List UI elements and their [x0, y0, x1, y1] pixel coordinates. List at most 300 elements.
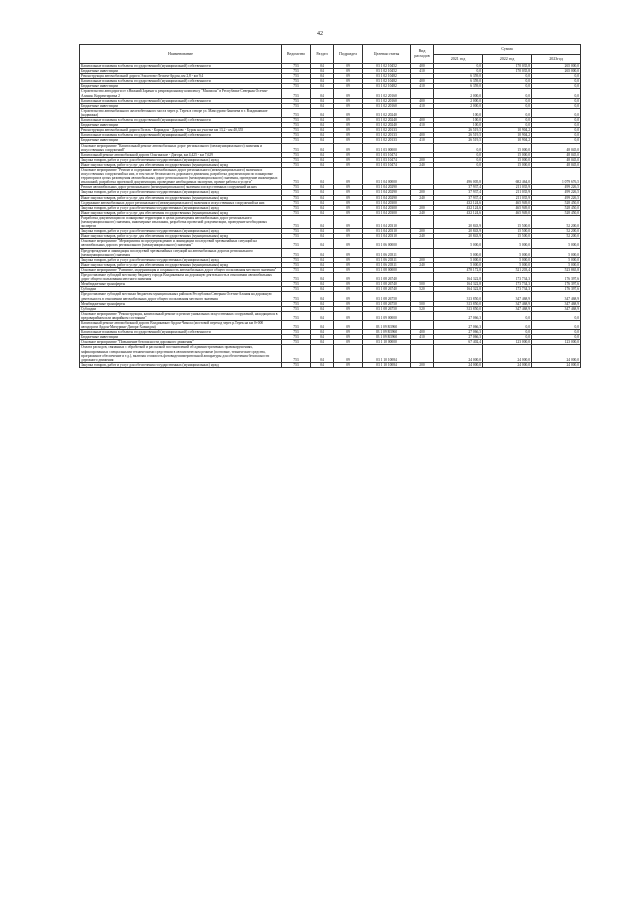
row-sum-2023: 48 045,0: [532, 162, 581, 167]
row-sum-2023: 265 000,0: [532, 64, 581, 69]
row-vid-rashodov: [411, 311, 434, 320]
row-sum-2022: 0,0: [483, 98, 532, 103]
row-sum-2021: 26 519,5: [434, 133, 483, 138]
row-tselevaya-statya: 03 1 03 10474: [363, 157, 411, 162]
row-razdel: 04: [311, 167, 334, 184]
row-tselevaya-statya: 03 1 02 20133: [363, 138, 411, 143]
row-podrazdel: 09: [334, 229, 363, 234]
row-sum-2021: 5 000,0: [434, 262, 483, 267]
row-sum-2022: 211 035,9: [483, 190, 532, 195]
row-sum-2021: 100,0: [434, 123, 483, 128]
header-year-2023: 2023год: [532, 55, 581, 64]
row-sum-2022: 0,0: [483, 84, 532, 89]
row-sum-2023: 24 000,0: [532, 345, 581, 362]
row-razdel: 04: [311, 306, 334, 311]
row-vedomstvo: 753: [282, 311, 311, 320]
row-tselevaya-statya: 03 1 06 20311: [363, 257, 411, 262]
table-body: [80, 64, 581, 368]
row-sum-2022: 0,0: [483, 311, 532, 320]
row-podrazdel: 09: [334, 362, 363, 367]
row-sum-2022: 0,0: [483, 320, 532, 329]
table-row: [80, 311, 581, 320]
row-name: Ремонт автомобильных дорог регионального (межмуниципального) значения и искусственных сооружений на них: [80, 185, 282, 190]
row-sum-2023: 5 000,0: [532, 262, 581, 267]
row-razdel: 04: [311, 267, 334, 272]
row-vedomstvo: 753: [282, 229, 311, 234]
row-sum-2021: 24 000,0: [434, 345, 483, 362]
row-vedomstvo: 753: [282, 262, 311, 267]
row-vedomstvo: 753: [282, 301, 311, 306]
row-vid-rashodov: 410: [411, 103, 434, 108]
table-row: [80, 239, 581, 248]
row-sum-2021: 24 000,0: [434, 362, 483, 367]
row-sum-2022: 211 035,9: [483, 195, 532, 200]
row-vid-rashodov: [411, 89, 434, 98]
row-tselevaya-statya: 03 1 02 20133: [363, 128, 411, 133]
row-tselevaya-statya: 03 1 04 20290: [363, 190, 411, 195]
row-razdel: 04: [311, 152, 334, 157]
row-tselevaya-statya: 03 1 02 10452: [363, 69, 411, 74]
row-sum-2023: 0,0: [532, 311, 581, 320]
row-sum-2021: 0,0: [434, 143, 483, 152]
row-razdel: 04: [311, 215, 334, 228]
row-razdel: 04: [311, 301, 334, 306]
row-sum-2022: 0,0: [483, 108, 532, 117]
row-sum-2023: 0,0: [532, 123, 581, 128]
row-podrazdel: 09: [334, 162, 363, 167]
row-tselevaya-statya: 03 1 04 20310: [363, 234, 411, 239]
row-vedomstvo: 753: [282, 89, 311, 98]
row-tselevaya-statya: 03 1 08 26750: [363, 292, 411, 301]
row-name: Предоставление субсидий местному бюджету города Владикавказа на дорожную деятельность в отношении автомобильных дорог общего пользования местного значения: [80, 273, 282, 282]
row-razdel: 04: [311, 205, 334, 210]
row-vid-rashodov: 200: [411, 157, 434, 162]
row-razdel: 04: [311, 128, 334, 133]
row-podrazdel: 09: [334, 128, 363, 133]
row-sum-2023: 52 200,0: [532, 229, 581, 234]
row-vedomstvo: 753: [282, 108, 311, 117]
table-row: [80, 320, 581, 329]
row-razdel: 04: [311, 292, 334, 301]
row-sum-2023: 0,0: [532, 138, 581, 143]
row-sum-2023: 0,0: [532, 335, 581, 340]
row-vid-rashodov: 400: [411, 64, 434, 69]
row-sum-2023: 499 226,5: [532, 190, 581, 195]
row-vedomstvo: 753: [282, 362, 311, 367]
row-sum-2023: 52 200,0: [532, 215, 581, 228]
row-name: Разработка документации по планировке территории в целях размещения автомобильных дорог регионального (межмуниципального) значения, инженерные изыскания, разработка проектной документации, проведение необходимых экспертиз: [80, 215, 282, 228]
row-sum-2022: 0,0: [483, 74, 532, 79]
table-row: [80, 143, 581, 152]
row-podrazdel: 09: [334, 79, 363, 84]
table-row: [80, 345, 581, 362]
row-vedomstvo: 753: [282, 205, 311, 210]
row-sum-2021: 432 124,6: [434, 200, 483, 205]
row-sum-2021: 496 005,8: [434, 167, 483, 184]
row-name: Субсидии: [80, 287, 282, 292]
row-razdel: 04: [311, 64, 334, 69]
row-sum-2023: 0,0: [532, 103, 581, 108]
row-vid-rashodov: 400: [411, 133, 434, 138]
row-vedomstvo: 753: [282, 103, 311, 108]
row-sum-2022: 10 904,2: [483, 138, 532, 143]
row-razdel: 04: [311, 320, 334, 329]
row-sum-2023: 5 000,0: [532, 248, 581, 257]
row-name: Предоставление субсидий местным бюджетам муниципальных районов Республики Северная Осетия-Алания на дорожную деятельность в отношении автомобильных дорог общего пользования местного значения: [80, 292, 282, 301]
header-summa: Сумма: [434, 45, 581, 55]
row-vid-rashodov: [411, 215, 434, 228]
row-sum-2021: 37 937,4: [434, 190, 483, 195]
row-sum-2023: 528 450,0: [532, 210, 581, 215]
row-vedomstvo: 753: [282, 128, 311, 133]
row-sum-2022: 5 000,0: [483, 257, 532, 262]
row-tselevaya-statya: 03 1 09 R3960: [363, 320, 411, 329]
row-vid-rashodov: 240: [411, 234, 434, 239]
row-vid-rashodov: 400: [411, 118, 434, 123]
row-razdel: 04: [311, 162, 334, 167]
row-tselevaya-statya: 03 1 08 00000: [363, 267, 411, 272]
row-vedomstvo: 753: [282, 340, 311, 345]
row-razdel: 04: [311, 69, 334, 74]
row-podrazdel: 09: [334, 103, 363, 108]
row-tselevaya-statya: 03 1 02 10452: [363, 64, 411, 69]
row-sum-2023: 48 045,0: [532, 143, 581, 152]
row-vedomstvo: 753: [282, 234, 311, 239]
row-name: Капитальные вложения в объекты государственной (муниципальной) собственности: [80, 118, 282, 123]
row-vedomstvo: 753: [282, 345, 311, 362]
row-name: Капитальные вложения в объекты государственной (муниципальной) собственности: [80, 133, 282, 138]
row-sum-2023: 24 000,0: [532, 362, 581, 367]
row-sum-2022: 10 904,2: [483, 128, 532, 133]
row-tselevaya-statya: 03 1 06 20311: [363, 248, 411, 257]
row-razdel: 04: [311, 195, 334, 200]
row-sum-2023: 499 226,5: [532, 185, 581, 190]
row-sum-2023: 0,0: [532, 79, 581, 84]
row-sum-2022: 465 949,0: [483, 205, 532, 210]
row-tselevaya-statya: 03 1 04 20300: [363, 200, 411, 205]
row-razdel: 04: [311, 79, 334, 84]
row-vedomstvo: 753: [282, 306, 311, 311]
row-sum-2021: 2 000,0: [434, 98, 483, 103]
row-vid-rashodov: [411, 167, 434, 184]
row-name: Бюджетные инвестиции: [80, 84, 282, 89]
table-row: [80, 215, 581, 228]
page-number: 42: [317, 31, 323, 37]
row-sum-2023: 347 468,9: [532, 301, 581, 306]
row-vid-rashodov: [411, 292, 434, 301]
row-name: Закупка товаров, работ и услуг для обеспечения государственных (муниципальных) нужд: [80, 229, 282, 234]
row-sum-2022: 5 000,0: [483, 248, 532, 257]
row-sum-2021: 27 066,3: [434, 320, 483, 329]
table-row: [80, 167, 581, 184]
row-podrazdel: 09: [334, 98, 363, 103]
row-vedomstvo: 753: [282, 320, 311, 329]
row-name: Закупка товаров, работ и услуг для обеспечения государственных (муниципальных) нужд: [80, 362, 282, 367]
row-razdel: 04: [311, 335, 334, 340]
row-tselevaya-statya: 03 1 08 26750: [363, 301, 411, 306]
row-name: Иные закупки товаров, работ и услуг для обеспечения государственных (муниципальных) нужд: [80, 210, 282, 215]
row-vid-rashodov: 400: [411, 79, 434, 84]
row-sum-2022: 15 500,0: [483, 229, 532, 234]
row-tselevaya-statya: 03 1 04 20310: [363, 215, 411, 228]
row-vedomstvo: 753: [282, 157, 311, 162]
row-sum-2021: 0,0: [434, 162, 483, 167]
row-tselevaya-statya: 03 1 06 20311: [363, 262, 411, 267]
row-sum-2023: 123 000,0: [532, 340, 581, 345]
row-vedomstvo: 753: [282, 200, 311, 205]
row-vid-rashodov: 410: [411, 335, 434, 340]
row-vid-rashodov: 520: [411, 287, 434, 292]
row-vedomstvo: 753: [282, 167, 311, 184]
row-vedomstvo: 753: [282, 239, 311, 248]
row-sum-2021: 432 124,6: [434, 205, 483, 210]
row-name: Межбюджетные трансферты: [80, 282, 282, 287]
row-sum-2022: 347 468,9: [483, 292, 532, 301]
row-sum-2021: 20 843,9: [434, 234, 483, 239]
row-name: Основное мероприятие "Повышение безопасности дорожного движения": [80, 340, 282, 345]
row-sum-2022: 24 000,0: [483, 362, 532, 367]
row-podrazdel: 09: [334, 157, 363, 162]
row-tselevaya-statya: 03 1 02 20160: [363, 103, 411, 108]
row-sum-2023: 0,0: [532, 98, 581, 103]
row-razdel: 04: [311, 190, 334, 195]
row-sum-2023: 0,0: [532, 330, 581, 335]
row-sum-2022: 682 464,0: [483, 167, 532, 184]
row-sum-2023: 347 468,9: [532, 306, 581, 311]
row-sum-2021: 27 066,3: [434, 330, 483, 335]
row-razdel: 04: [311, 248, 334, 257]
row-sum-2023: 0,0: [532, 89, 581, 98]
row-tselevaya-statya: 03 1 06 00000: [363, 239, 411, 248]
row-vedomstvo: 753: [282, 84, 311, 89]
row-sum-2021: 100,0: [434, 118, 483, 123]
header-tselevaya-statya: Целевая статья: [363, 45, 411, 64]
row-sum-2022: 0,0: [483, 103, 532, 108]
row-vid-rashodov: [411, 239, 434, 248]
row-razdel: 04: [311, 143, 334, 152]
row-sum-2023: 48 045,0: [532, 152, 581, 157]
row-sum-2023: 5 000,0: [532, 239, 581, 248]
row-vedomstvo: 753: [282, 74, 311, 79]
row-podrazdel: 09: [334, 69, 363, 74]
row-vedomstvo: 753: [282, 133, 311, 138]
row-razdel: 04: [311, 138, 334, 143]
row-name: Иные закупки товаров, работ и услуг для обеспечения государственных (муниципальных) нужд: [80, 262, 282, 267]
row-vid-rashodov: 200: [411, 362, 434, 367]
row-vid-rashodov: [411, 345, 434, 362]
row-vid-rashodov: 410: [411, 138, 434, 143]
row-name: Субсидии: [80, 306, 282, 311]
row-sum-2023: 523 865,8: [532, 267, 581, 272]
row-vid-rashodov: [411, 273, 434, 282]
row-sum-2021: 0,0: [434, 69, 483, 74]
row-name: Бюджетные инвестиции: [80, 123, 282, 128]
row-razdel: 04: [311, 239, 334, 248]
row-sum-2022: 211 035,9: [483, 185, 532, 190]
row-sum-2021: 478 172,8: [434, 267, 483, 272]
row-sum-2023: 0,0: [532, 320, 581, 329]
row-razdel: 04: [311, 234, 334, 239]
row-vedomstvo: 753: [282, 195, 311, 200]
table-row: [80, 362, 581, 367]
row-razdel: 04: [311, 273, 334, 282]
row-sum-2022: 0,0: [483, 118, 532, 123]
row-name: Закупка товаров, работ и услуг для обеспечения государственных (муниципальных) нужд: [80, 257, 282, 262]
row-name: Закупка товаров, работ и услуг для обеспечения государственных (муниципальных) нужд: [80, 157, 282, 162]
row-vedomstvo: 753: [282, 123, 311, 128]
row-razdel: 04: [311, 362, 334, 367]
row-vedomstvo: 753: [282, 162, 311, 167]
row-podrazdel: 09: [334, 210, 363, 215]
row-sum-2023: 499 226,5: [532, 195, 581, 200]
row-vid-rashodov: 240: [411, 262, 434, 267]
table-row: [80, 108, 581, 117]
row-tselevaya-statya: 03 1 03 10474: [363, 152, 411, 157]
row-name: Капитальные вложения в объекты государственной (муниципальной) собственности: [80, 98, 282, 103]
row-name: Оплата расходов, связанных с обработкой и рассылкой постановлений об административных правонарушениях, зафиксированных специальными техническими средствами в автоматическом режиме (почтовые, технические средства, программное обеспечение и т.д.), включая стоимость фотовидеоизмерительной аппаратуры для обеспечения безопасности дорожного движения: [80, 345, 282, 362]
row-sum-2021: 164 322,8: [434, 287, 483, 292]
row-sum-2022: 170 035,8: [483, 69, 532, 74]
row-podrazdel: 09: [334, 257, 363, 262]
row-name: Строительство автомобильного железобетонного моста через р. Терек в створе ул. Мамсурова-Зангиева в г. Владикавказе (надвижка): [80, 108, 282, 117]
row-sum-2021: 6 359,0: [434, 79, 483, 84]
row-tselevaya-statya: 03 1 08 26740: [363, 282, 411, 287]
row-sum-2023: 176 397,6: [532, 273, 581, 282]
row-razdel: 04: [311, 123, 334, 128]
row-name: Основное мероприятие "Ремонт и содержание автомобильных дорог регионального (межмуниципального) значения и искусственных сооружений на них, в том числе безопасность дорожного движения, разработка документации по планировке территории в целях размещения автомобильных дорог регионального (межмуниципального) значения, проведение инженерных изысканий, разработка проектной документации, проведение необходимых экспертиз, прочие работы и услуги": [80, 167, 282, 184]
row-sum-2022: 465 949,0: [483, 200, 532, 205]
row-vedomstvo: 753: [282, 287, 311, 292]
row-tselevaya-statya: 03 1 10 00000: [363, 340, 411, 345]
row-tselevaya-statya: 03 1 04 20300: [363, 210, 411, 215]
row-tselevaya-statya: 03 1 04 20300: [363, 205, 411, 210]
row-razdel: 04: [311, 185, 334, 190]
row-podrazdel: 09: [334, 143, 363, 152]
row-vedomstvo: 753: [282, 282, 311, 287]
row-name: Закупка товаров, работ и услуг для обеспечения государственных (муниципальных) нужд: [80, 205, 282, 210]
row-vid-rashodov: 200: [411, 190, 434, 195]
row-podrazdel: 09: [334, 190, 363, 195]
row-sum-2021: 313 850,0: [434, 301, 483, 306]
row-sum-2021: 27 066,3: [434, 335, 483, 340]
row-vedomstvo: 753: [282, 64, 311, 69]
row-podrazdel: 09: [334, 335, 363, 340]
header-razdel: Раздел: [311, 45, 334, 64]
row-sum-2021: 0,0: [434, 152, 483, 157]
row-podrazdel: 09: [334, 108, 363, 117]
header-year-2021: 2021 год: [434, 55, 483, 64]
row-vid-rashodov: [411, 248, 434, 257]
row-sum-2022: 0,0: [483, 330, 532, 335]
row-sum-2023: 0,0: [532, 74, 581, 79]
row-sum-2023: 528 450,0: [532, 200, 581, 205]
row-sum-2021: 313 850,0: [434, 292, 483, 301]
row-podrazdel: 09: [334, 195, 363, 200]
row-tselevaya-statya: 03 1 02 20240: [363, 123, 411, 128]
row-name: Бюджетные инвестиции: [80, 138, 282, 143]
row-razdel: 04: [311, 200, 334, 205]
row-vedomstvo: 753: [282, 292, 311, 301]
row-name: Основное мероприятие "Развитие, модернизация и сохранность автомобильных дорог общего пользования местного значения": [80, 267, 282, 272]
row-sum-2021: 27 066,3: [434, 311, 483, 320]
row-razdel: 04: [311, 84, 334, 89]
row-vid-rashodov: 200: [411, 205, 434, 210]
row-podrazdel: 09: [334, 74, 363, 79]
row-podrazdel: 09: [334, 152, 363, 157]
row-tselevaya-statya: 03 1 02 20133: [363, 133, 411, 138]
row-name: Иные закупки товаров, работ и услуг для обеспечения государственных (муниципальных) нужд: [80, 162, 282, 167]
row-sum-2021: 5 000,0: [434, 239, 483, 248]
row-podrazdel: 09: [334, 185, 363, 190]
row-tselevaya-statya: 03 1 02 20160: [363, 89, 411, 98]
row-razdel: 04: [311, 108, 334, 117]
row-razdel: 04: [311, 340, 334, 345]
table-row: [80, 292, 581, 301]
row-sum-2022: 170 035,8: [483, 64, 532, 69]
row-tselevaya-statya: 03 1 02 10482: [363, 84, 411, 89]
row-razdel: 04: [311, 345, 334, 362]
row-razdel: 04: [311, 210, 334, 215]
row-razdel: 04: [311, 257, 334, 262]
row-sum-2023: 528 450,0: [532, 205, 581, 210]
row-podrazdel: 09: [334, 118, 363, 123]
row-tselevaya-statya: 03 1 03 00000: [363, 143, 411, 152]
row-razdel: 04: [311, 282, 334, 287]
row-tselevaya-statya: 03 1 02 10482: [363, 79, 411, 84]
row-sum-2022: 521 203,4: [483, 267, 532, 272]
row-sum-2021: 164 322,8: [434, 273, 483, 282]
row-name: Капитальные вложения в объекты государственной (муниципальной) собственности: [80, 330, 282, 335]
row-vedomstvo: 753: [282, 215, 311, 228]
row-name: Капитальный ремонт автомобильной дороги Владикавказ-Ардон-Чикола (мостовой переход через р.Терек на км 0+000 автодороги Ардон-Мичурино-Дигора-Хазнидон): [80, 320, 282, 329]
row-podrazdel: 09: [334, 84, 363, 89]
row-razdel: 04: [311, 157, 334, 162]
row-razdel: 04: [311, 118, 334, 123]
row-vedomstvo: 753: [282, 98, 311, 103]
row-name: Иные закупки товаров, работ и услуг для обеспечения государственных (муниципальных) нужд: [80, 234, 282, 239]
row-sum-2022: 5 000,0: [483, 239, 532, 248]
row-vedomstvo: 753: [282, 69, 311, 74]
row-sum-2021: 2 000,0: [434, 89, 483, 98]
row-sum-2021: 432 124,6: [434, 210, 483, 215]
row-tselevaya-statya: 03 1 09 R3960: [363, 330, 411, 335]
row-vid-rashodov: 400: [411, 330, 434, 335]
row-name: Бюджетные инвестиции: [80, 69, 282, 74]
row-vedomstvo: 753: [282, 185, 311, 190]
row-razdel: 04: [311, 262, 334, 267]
row-sum-2021: 0,0: [434, 64, 483, 69]
table-row: [80, 273, 581, 282]
row-sum-2022: 15 000,0: [483, 143, 532, 152]
row-tselevaya-statya: 03 1 04 20290: [363, 185, 411, 190]
row-vedomstvo: 753: [282, 152, 311, 157]
row-razdel: 04: [311, 330, 334, 335]
row-tselevaya-statya: 03 1 04 00000: [363, 167, 411, 184]
row-tselevaya-statya: 03 1 02 20240: [363, 118, 411, 123]
row-vedomstvo: 753: [282, 257, 311, 262]
row-sum-2023: 347 468,9: [532, 292, 581, 301]
row-vid-rashodov: 240: [411, 195, 434, 200]
row-tselevaya-statya: 03 1 02 20240: [363, 108, 411, 117]
row-sum-2022: 173 734,3: [483, 273, 532, 282]
row-tselevaya-statya: 03 1 09 00000: [363, 311, 411, 320]
row-razdel: 04: [311, 229, 334, 234]
row-name: Иные закупки товаров, работ и услуг для обеспечения государственных (муниципальных) нужд: [80, 195, 282, 200]
row-sum-2021: 5 000,0: [434, 248, 483, 257]
row-sum-2021: 100,0: [434, 108, 483, 117]
row-sum-2023: 0,0: [532, 128, 581, 133]
row-razdel: 04: [311, 311, 334, 320]
